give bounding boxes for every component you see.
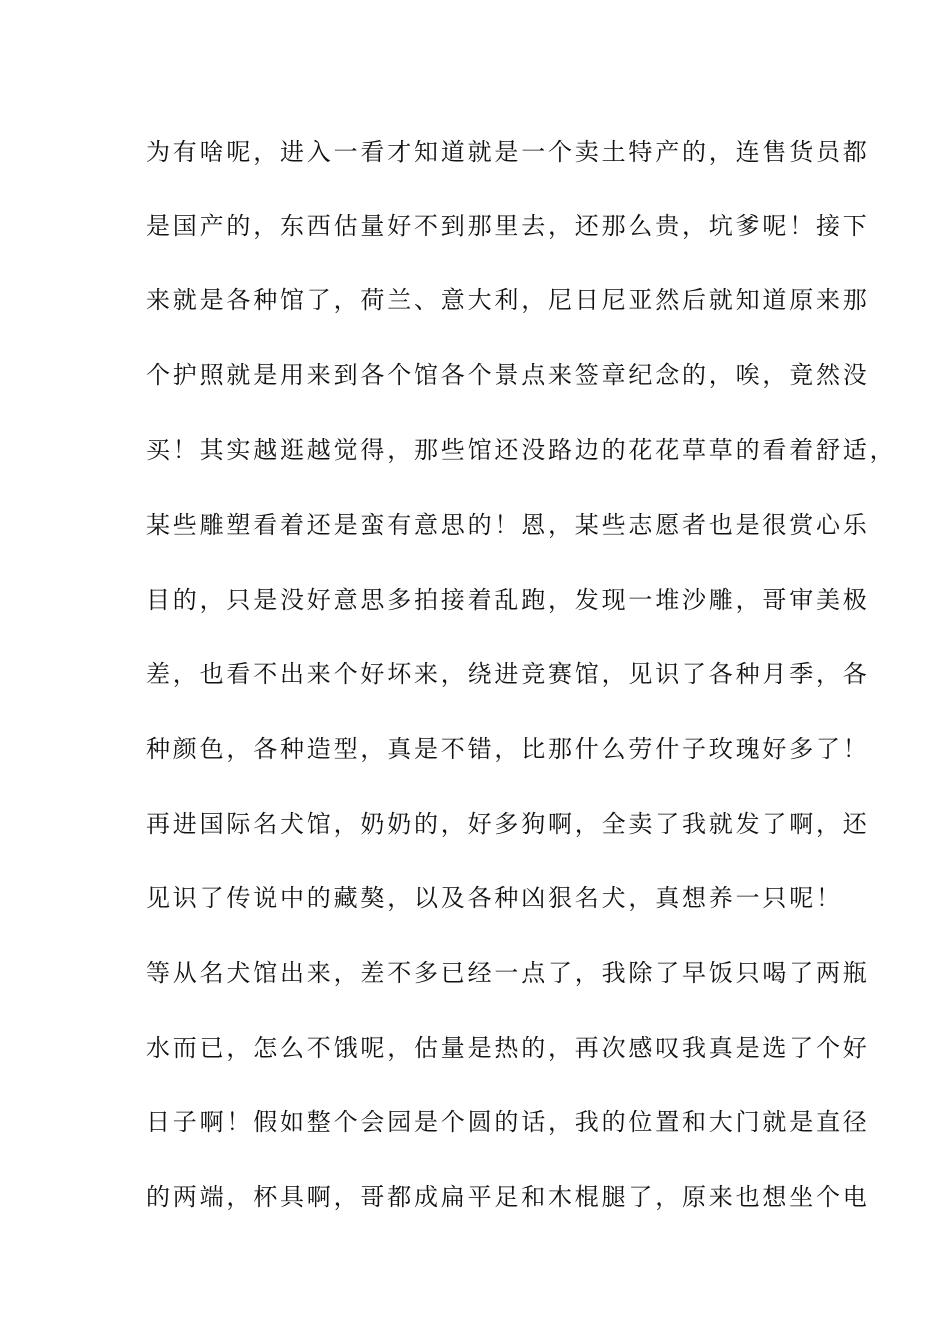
text-line-15: 的两端，杯具啊，哥都成扁平足和木棍腿了，原来也想坐个电: [146, 1183, 870, 1211]
text-line-12: 等从名犬馆出来，差不多已经一点了，我除了早饭只喝了两瓶: [146, 959, 870, 987]
text-line-7: 目的，只是没好意思多拍接着乱跑，发现一堆沙雕，哥审美极: [146, 586, 870, 614]
text-line-2: 是国产的，东西估量好不到那里去，还那么贵，坑爹呢！接下: [146, 212, 870, 240]
text-line-13: 水而已，怎么不饿呢，估量是热的，再次感叹我真是选了个好: [146, 1034, 870, 1062]
text-line-8: 差，也看不出来个好坏来，绕进竞赛馆，见识了各种月季，各: [146, 660, 870, 688]
text-line-4: 个护照就是用来到各个馆各个景点来签章纪念的，唉，竟然没: [146, 361, 870, 389]
text-line-6: 某些雕塑看着还是蛮有意思的！恩，某些志愿者也是很赏心乐: [146, 511, 870, 539]
text-line-11: 见识了传说中的藏獒，以及各种凶狠名犬，真想养一只呢！: [146, 884, 843, 912]
text-line-3: 来就是各种馆了，荷兰、意大利，尼日尼亚然后就知道原来那: [146, 286, 870, 314]
text-line-14: 日子啊！假如整个会园是个圆的话，我的位置和大门就是直径: [146, 1108, 870, 1136]
text-line-5: 买！其实越逛越觉得，那些馆还没路边的花花草草的看着舒适，: [146, 436, 897, 464]
text-line-1: 为有啥呢，进入一看才知道就是一个卖土特产的，连售货员都: [146, 138, 870, 166]
text-line-10: 再进国际名犬馆，奶奶的，好多狗啊，全卖了我就发了啊，还: [146, 810, 870, 838]
text-line-9: 种颜色，各种造型，真是不错，比那什么劳什子玫瑰好多了！: [146, 735, 870, 763]
